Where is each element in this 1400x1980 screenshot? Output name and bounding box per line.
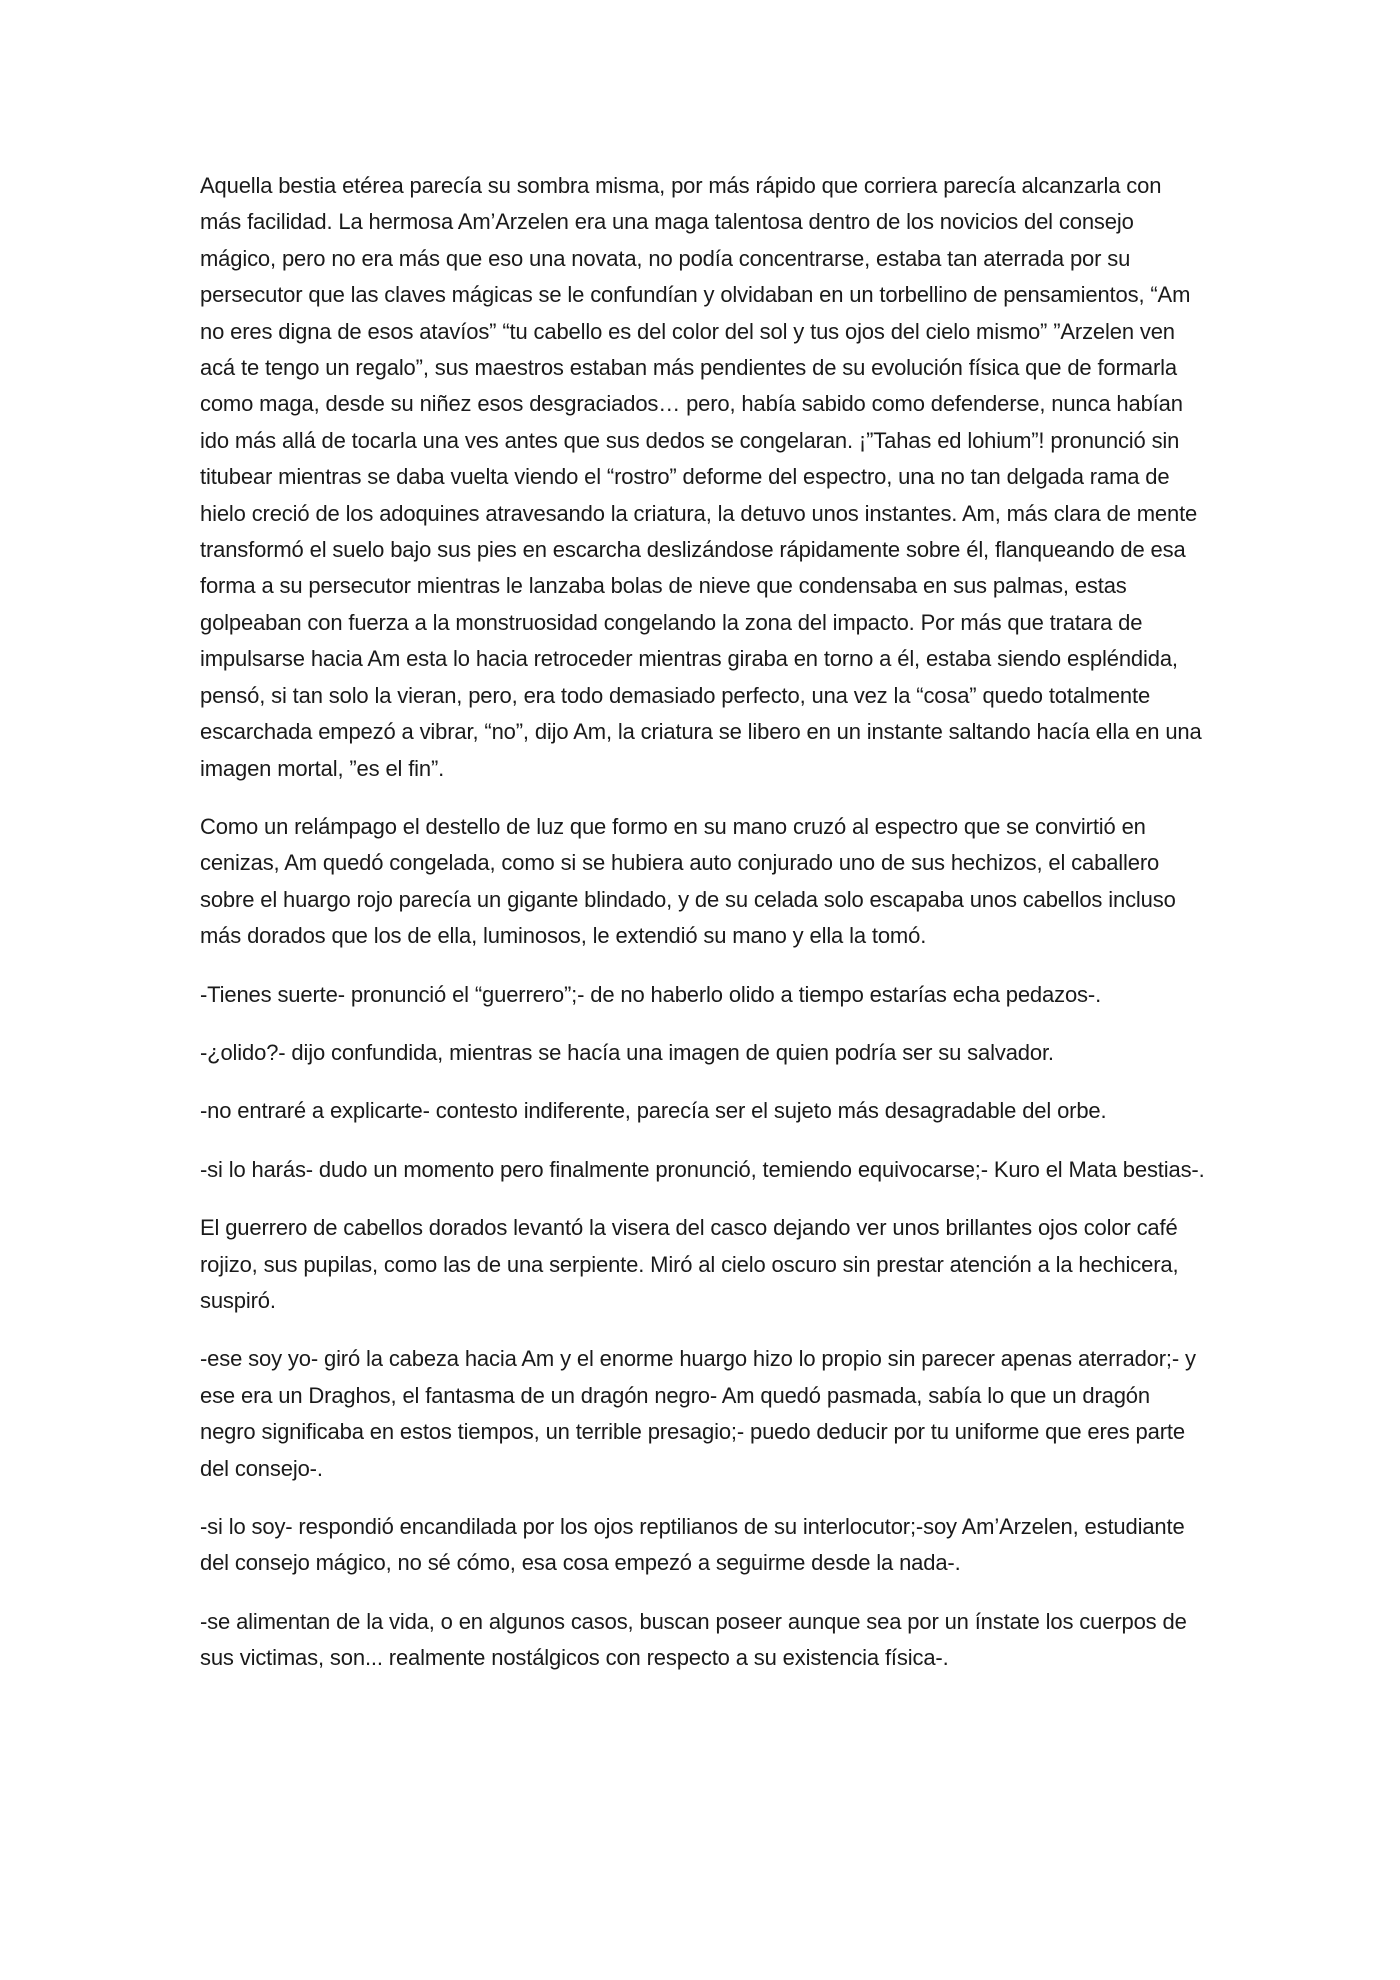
paragraph: El guerrero de cabellos dorados levantó la visera del casco dejando ver unos brillantes ojos color café rojizo, sus pupilas, como las de una serpiente. Miró al cielo oscuro sin prestar atención a la hechicera, suspiró. [200,1215,1179,1313]
paragraph: Aquella bestia etérea parecía su sombra misma, por más rápido que corriera parecía alcanzarla con más facilidad. La hermosa Am’Arzelen era una maga talentosa dentro de los novicios del consejo mágico, pero no era más que eso una novata, no podía concentrarse, estaba tan aterrada por su persecutor que las claves mágicas se le confundían y olvidaban en un torbellino de pensamientos, “Am no eres digna de esos atavíos” “tu cabello es del color del sol y tus ojos del cielo mismo” ”Arzelen ven acá te tengo un regalo”, sus maestros estaban más pendientes de su evolución física que de formarla como maga, desde su niñez esos desgraciados… pero, había sabido como defenderse, nunca habían ido más allá de tocarla una ves antes que sus dedos se congelaran. ¡”Tahas ed lohium”! pronunció sin titubear mientras se daba vuelta viendo el “rostro” deforme del espectro, una no tan delgada rama de hielo creció de los adoquines atravesando la criatura, la detuvo unos instantes. Am, más clara de mente transformó el suelo bajo sus pies en escarcha deslizándose rápidamente sobre él, flanqueando de esa forma a su persecutor mientras le lanzaba bolas de nieve que condensaba en sus palmas, estas golpeaban con fuerza a la monstruosidad congelando la zona del impacto. Por más que tratara de impulsarse hacia Am esta lo hacia retroceder mientras giraba en torno a él, estaba siendo espléndida, pensó, si tan solo la vieran, pero, era todo demasiado perfecto, una vez la “cosa” quedo totalmente escarchada empezó a vibrar, “no”, dijo Am, la criatura se libero en un instante saltando hacía ella en una imagen mortal, ”es el fin”. [200,173,1202,781]
paragraph: -¿olido?- dijo confundida, mientras se hacía una imagen de quien podría ser su salvador. [200,1039,1054,1065]
paragraph: -no entraré a explicarte- contesto indiferente, parecía ser el sujeto más desagradable del orbe. [200,1098,1107,1124]
paragraph: Como un relámpago el destello de luz que formo en su mano cruzó al espectro que se convirtió en cenizas, Am quedó congelada, como si se hubiera auto conjurado uno de sus hechizos, el caballero sobre el huargo rojo parecía un gigante blindado, y de su celada solo escapaba unos cabellos incluso más dorados que los de ella, luminosos, le extendió su mano y ella la tomó. [200,813,1176,949]
paragraph: -Tienes suerte- pronunció el “guerrero”;- de no haberlo olido a tiempo estarías echa pedazos-. [200,981,1102,1007]
paragraph: -ese soy yo- giró la cabeza hacia Am y el enorme huargo hizo lo propio sin parecer apenas aterrador;- y ese era un Draghos, el fantasma de un dragón negro- Am quedó pasmada, sabía lo que un dragón negro significaba en estos tiempos, un terrible presagio;- puedo deducir por tu uniforme que eres parte del consejo-. [200,1346,1196,1481]
paragraph: -si lo soy- respondió encandilada por los ojos reptilianos de su interlocutor;-soy Am’Arzelen, estudiante del consejo mágico, no sé cómo, esa cosa empezó a seguirme desde la nada-. [200,1514,1185,1576]
paragraph: -si lo harás- dudo un momento pero finalmente pronunció, temiendo equivocarse;- Kuro el Mata bestias-. [200,1156,1205,1182]
paragraph: -se alimentan de la vida, o en algunos casos, buscan poseer aunque sea por un ínstate los cuerpos de sus victimas, son... realmente nostálgicos con respecto a su existencia física-. [200,1608,1187,1671]
document-body [200,168,1205,1699]
